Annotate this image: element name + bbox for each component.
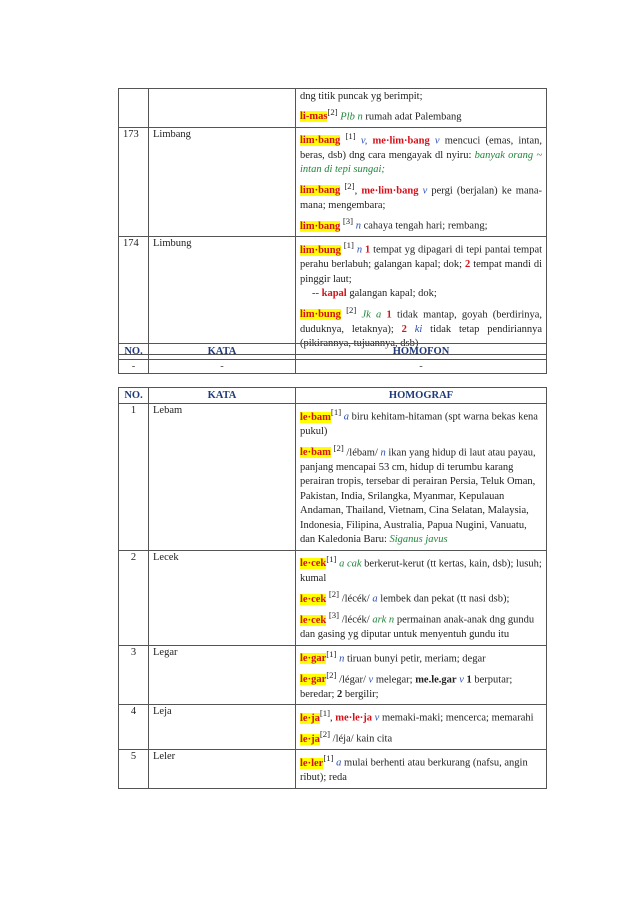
definition-text: tempat yg dipagari di tepi pantai tempat perahu berlabuh; galangan kapal; dok;	[300, 244, 543, 270]
label: n	[355, 220, 361, 232]
derived-headword: me·lim·bang	[372, 135, 430, 146]
label: a	[343, 411, 349, 423]
sense-number: [2]	[333, 442, 344, 453]
no-cell: -	[119, 360, 149, 374]
definition-text: galangan kapal; dok;	[349, 288, 437, 299]
label: n	[339, 653, 345, 664]
sense-marker: 1	[386, 309, 392, 320]
word-cell: Leler	[149, 750, 296, 789]
headword: lim·bang	[300, 135, 341, 146]
homograf-table	[118, 387, 547, 789]
no-cell: 3	[119, 645, 149, 705]
derived-headword: me·le·ja	[335, 712, 373, 724]
label: v	[422, 185, 428, 196]
sense-number: [3]	[328, 610, 340, 620]
definition-cell	[296, 645, 547, 705]
sense-number: [2]	[326, 669, 337, 680]
label: a cak	[339, 558, 362, 569]
table-row	[119, 360, 547, 374]
label: n	[380, 447, 386, 458]
definition-cell	[296, 127, 547, 237]
derived-headword: me·lim·bang	[361, 185, 419, 196]
word-cell: Leja	[149, 705, 296, 750]
definition-cell	[296, 750, 547, 789]
headword: le·bam	[300, 447, 331, 458]
sense-number: [1]	[326, 648, 337, 659]
sense-number: [1]	[330, 407, 342, 417]
sense-marker: 2	[401, 323, 407, 335]
pronunciation: /lébam/	[346, 447, 378, 458]
column-header-kata: KATA	[149, 388, 296, 404]
definition-text: mencuci (emas, intan, beras, dsb) dng cara mengayak dl nyiru:	[300, 135, 543, 161]
dictionary-entry: lim·bang [2], me·lim·bang v pergi (berjalan) ke mana-mana; mengembara;	[300, 180, 543, 211]
label: Plb n	[340, 111, 363, 122]
word-cell: -	[149, 360, 296, 374]
definition-text: pergi (berjalan) ke mana-mana; mengembara;	[300, 185, 543, 211]
headword: li-mas	[300, 111, 328, 122]
definition-text: cahaya tengah hari; rembang;	[363, 220, 488, 232]
derived-headword: me.le.gar	[415, 674, 457, 685]
sense-number: [2]	[319, 729, 331, 739]
definition-text: tidak mantap, goyah (berdirinya, duduknya, letaknya);	[300, 309, 543, 335]
dictionary-entry	[300, 441, 542, 548]
headword: lim·bung	[300, 244, 341, 256]
dictionary-entry	[300, 238, 542, 302]
dictionary-entry	[300, 105, 542, 125]
sense-marker: 1	[466, 674, 472, 685]
sub-entry	[300, 287, 542, 302]
definition-cell	[296, 404, 547, 551]
table-row	[119, 127, 547, 237]
definition-cell	[296, 550, 547, 645]
no-cell: 2	[119, 550, 149, 645]
definition-text: ikan yang hidup di laut atau payau, panjang mencapai 53 cm, hidup di terumbu karang perairan tropis, tersebar di perairan Persia, Teluk Oman, Pakistan, India, Srilangka, Myanmar, Kepulauan Andaman, Thailand, Vietnam, Cina Selatan, Malaysia, Indonesia, Filipina, Australia, Papua Nugini, Vanuatu, dan Kaledonia Baru:	[300, 447, 536, 545]
headword: lim·bang	[300, 220, 341, 232]
column-header-homograf: HOMOGRAF	[296, 388, 547, 404]
table-row	[119, 89, 547, 128]
sense-number: [1]	[343, 240, 354, 250]
definition-text: melegar;	[375, 674, 413, 685]
column-header-kata: KATA	[149, 344, 296, 360]
definition-cell	[296, 237, 547, 355]
definition-cell	[296, 89, 547, 128]
no-cell: 4	[119, 705, 149, 750]
label: v	[368, 674, 374, 685]
definition-text: tiruan bunyi petir, meriam; degar	[346, 653, 486, 664]
table-row	[119, 705, 547, 750]
definition-text: tidak tetap pendiriannya (pikirannya, tujuannya, dsb)	[300, 323, 543, 349]
label: n	[356, 244, 363, 256]
pronunciation: /lécék/	[341, 593, 370, 605]
sense-number: [2]	[328, 589, 340, 599]
word-cell: Lecek	[149, 550, 296, 645]
headword: le·cek	[300, 593, 327, 605]
definition-line: dng titik puncak yg berimpit;	[300, 91, 423, 102]
dictionary-entry	[300, 647, 542, 667]
header-row	[119, 344, 547, 360]
word-cell: Lebam	[149, 404, 296, 551]
example-text: banyak orang ~ intan di tepi sungai;	[300, 149, 542, 175]
headword: le·bam	[300, 411, 331, 423]
dictionary-entry	[300, 668, 542, 703]
no-cell: 174	[119, 237, 149, 355]
word-cell: Legar	[149, 645, 296, 705]
table-row	[119, 550, 547, 645]
sense-number: [2]	[327, 106, 338, 117]
dictionary-entry	[300, 727, 542, 747]
dictionary-table-continued	[118, 88, 547, 355]
column-header-no: NO.	[119, 388, 149, 404]
dictionary-entry: le·ja[1], me·le·ja v memaki-maki; mencerca; memarahi	[300, 708, 534, 724]
no-cell: 1	[119, 404, 149, 551]
sense-number: [1]	[319, 708, 331, 718]
definition-text: berkerut-kerut (tt kertas, kain, dsb); lusuh; kumal	[300, 558, 542, 584]
sense-number: [2]	[346, 304, 357, 315]
headword: le·cek	[300, 558, 327, 569]
homofon-table	[118, 343, 547, 374]
definition-text: biru kehitam-hitaman (spt warna bekas kena pukul)	[300, 411, 538, 437]
no-cell: 173	[119, 127, 149, 237]
dictionary-entry	[300, 405, 542, 440]
definition-text: permainan anak-anak dng gundu dan gasing yg diputar untuk menyentuh gundu itu	[300, 614, 535, 640]
dictionary-entry	[300, 608, 542, 643]
definition-text: mulai berhenti atau berkurang (nafsu, angin ribut); reda	[300, 757, 528, 783]
sense-number: [1]	[326, 553, 337, 564]
sub-headword: -- kapal	[312, 288, 347, 299]
dictionary-entry	[300, 214, 542, 234]
headword: le·cek	[300, 614, 327, 626]
pronunciation: /lécék/	[341, 614, 370, 626]
table-row	[119, 750, 547, 789]
table-row	[119, 237, 547, 355]
dictionary-entry	[300, 587, 542, 607]
sense-number: [1]	[345, 130, 356, 141]
label: a	[372, 593, 378, 605]
dictionary-entry	[300, 751, 542, 786]
label: ki	[414, 323, 423, 335]
headword: le·ler	[300, 757, 324, 769]
headword: lim·bang	[300, 185, 341, 196]
headword: lim·bung	[300, 309, 341, 320]
label: v,	[360, 135, 368, 146]
label: v	[374, 712, 380, 724]
definition-text: berputar; beredar;	[300, 674, 513, 700]
table-row	[119, 645, 547, 705]
word-cell	[149, 89, 296, 128]
definition-cell	[296, 705, 547, 750]
label: v	[459, 674, 464, 685]
no-cell	[119, 89, 149, 128]
sense-marker: 2	[465, 259, 471, 270]
definition-text: /léja/ kain cita	[332, 733, 393, 745]
no-cell: 5	[119, 750, 149, 789]
label: ark n	[372, 614, 395, 626]
headword: le·gar	[300, 653, 327, 664]
label: a	[336, 757, 342, 769]
pronunciation: /légar/	[339, 674, 366, 685]
scientific-name: Siganus javus	[389, 534, 448, 545]
headword: le·gar	[300, 674, 327, 685]
label: Jk a	[361, 309, 382, 320]
column-header-no: NO.	[119, 344, 149, 360]
table-row	[119, 404, 547, 551]
definition-text: tempat mandi di pinggir laut;	[300, 259, 542, 285]
dictionary-entry	[300, 552, 542, 587]
headword: le·ja	[300, 712, 320, 724]
sense-number: [3]	[342, 216, 354, 226]
column-header-homofon: HOMOFON	[296, 344, 547, 360]
homofon-cell: -	[296, 360, 547, 374]
sense-number: [1]	[323, 753, 334, 763]
word-cell: Limbang	[149, 127, 296, 237]
word-cell: Limbung	[149, 237, 296, 355]
dictionary-entry	[300, 129, 542, 178]
definition-text: bergilir;	[344, 688, 379, 700]
headword: le·ja	[300, 733, 320, 745]
definition-text: memaki-maki; mencerca; memarahi	[381, 712, 534, 724]
sense-marker: 2	[337, 688, 343, 700]
sense-marker: 1	[364, 244, 371, 256]
definition-text: rumah adat Palembang	[365, 111, 462, 122]
sense-number: [2]	[344, 180, 355, 191]
label: v	[434, 135, 440, 146]
definition-text: lembek dan pekat (tt nasi dsb);	[380, 593, 510, 605]
header-row	[119, 388, 547, 404]
